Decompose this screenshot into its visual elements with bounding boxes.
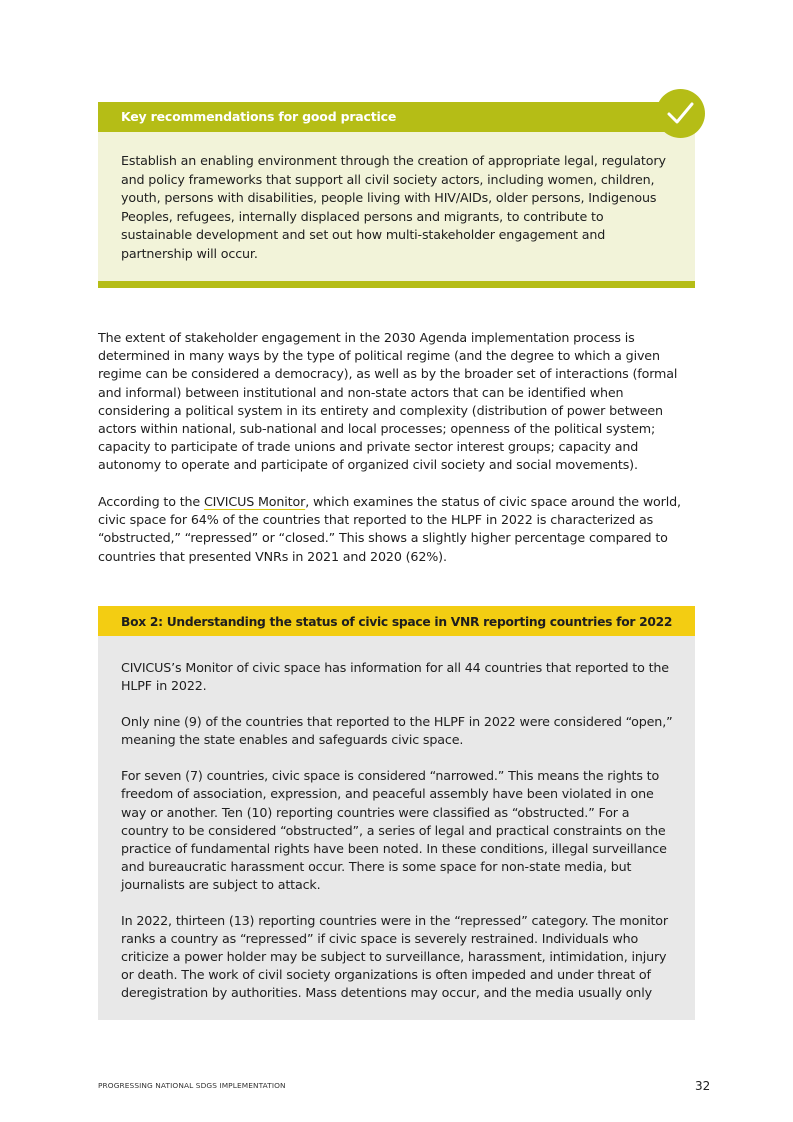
box2-paragraph: For seven (7) countries, civic space is considered “narrowed.” This means the rights to freedom of association, expression, and peaceful assembly have been violated in one way or another. Ten (10) reporting countries were classified as “obstructed.” For a country to be considered “obstructed”, a series of legal and practical constraints on the practice of fundamental rights have been noted. In these conditions, illegal surveillance and bureaucratic harassment occur. There is some space for non-state media, but journalists are subject to attack. xyxy=(121,768,667,892)
checkmark-icon xyxy=(656,89,705,138)
key-recommendations-title: Key recommendations for good practice xyxy=(98,102,695,132)
box2-civic-space xyxy=(98,606,695,1020)
key-recommendations-text: Establish an enabling environment through the creation of appropriate legal, regulatory and policy frameworks that support all civil society actors, including women, children, youth, persons with disabilities, people living with HIV/AIDs, older persons, Indigenous Peoples, refugees, internally displaced persons and migrants, to contribute to sustainable development and set out how multi-stakeholder engagement and partnership will occur. xyxy=(121,153,666,261)
box2-title: Box 2: Understanding the status of civic space in VNR reporting countries for 2022 xyxy=(98,606,695,636)
body-paragraph-civicus-monitor xyxy=(98,493,698,566)
footer-document-title: PROGRESSING NATIONAL SDGS IMPLEMENTATION xyxy=(98,1081,286,1090)
body-paragraph-stakeholder-engagement: The extent of stakeholder engagement in the 2030 Agenda implementation process is determined in many ways by the type of political regime (and the degree to which a given regime can be considered a democracy), as well as by the broader set of interactions (formal and informal) between institutional and non-state actors that can be identified when considering a political system in its entirety and complexity (distribution of power between actors within national, sub-national and local processes; openness of the political system; capacity to participate of trade unions and private sector interest groups; capacity and autonomy to operate and participate of organized civil society and social movements). xyxy=(98,330,678,473)
box2-paragraph: Only nine (9) of the countries that reported to the HLPF in 2022 were considered “open,” meaning the state enables and safeguards civic space. xyxy=(121,714,673,748)
box2-paragraph: In 2022, thirteen (13) reporting countries were in the “repressed” category. The monitor ranks a country as “repressed” if civic space is severely restrained. Individuals who criticize a power holder may be subject to surveillance, harassment, intimidation, injury or death. The work of civil society organizations is often impeded and under threat of deregistration by authorities. Mass detentions may occur, and the media usually only xyxy=(121,913,668,1001)
page-number: 32 xyxy=(695,1079,711,1093)
box2-body xyxy=(98,636,695,1003)
key-recommendations-box xyxy=(98,102,695,288)
paragraph-text: According to the xyxy=(98,494,204,509)
box2-paragraph: CIVICUS’s Monitor of civic space has information for all 44 countries that reported to the HLPF in 2022. xyxy=(121,660,669,694)
paragraph-text: , which examines the status of civic space around the world, civic space for 64% of the countries that reported to the HLPF in 2022 is characterized as “obstructed,” “repressed” or “closed.” This shows a slightly higher percentage compared to countries that presented VNRs in 2021 and 2020 (62%). xyxy=(98,494,681,564)
civicus-monitor-link[interactable]: CIVICUS Monitor xyxy=(203,494,306,509)
